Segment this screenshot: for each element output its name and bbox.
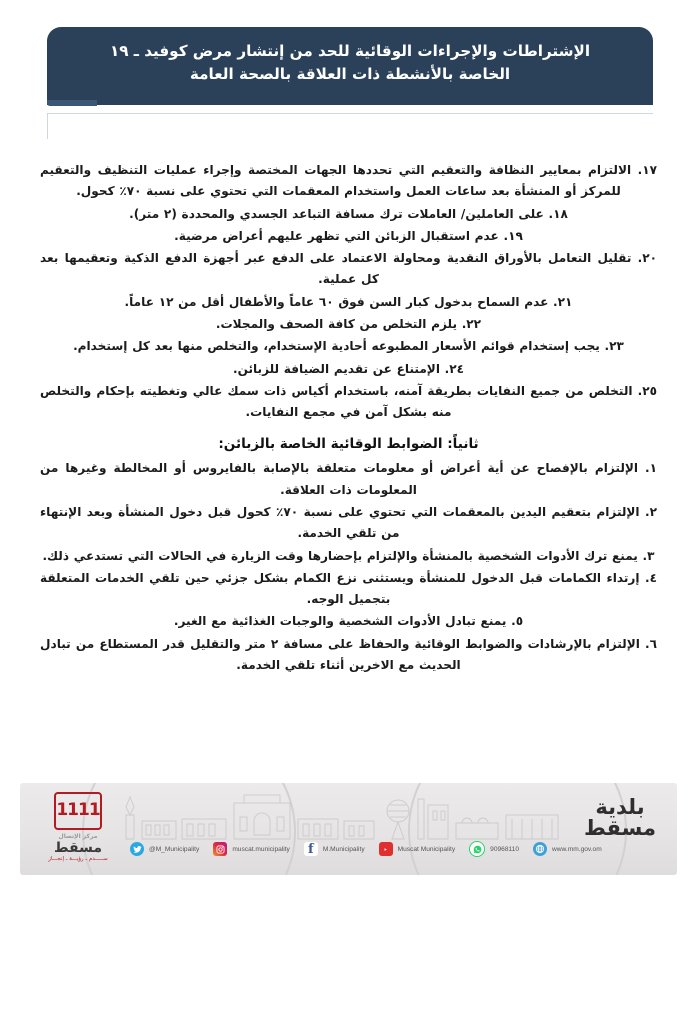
facebook-icon: f — [304, 842, 318, 856]
page-title-line-2: الخاصة بالأنشطة ذات العلاقة بالصحة العامة — [189, 64, 511, 83]
youtube-handle: Muscat Municipality — [397, 845, 456, 853]
twitter-icon — [130, 842, 144, 856]
muscat-skyline-illustration — [116, 789, 566, 843]
call-center-tagline: ســـــدم ـ رؤيـــة ـ إنجـــاز — [48, 856, 108, 863]
list-item: ٢٤. الإمتناع عن تقديم الضيافة للزبائن. — [232, 361, 465, 376]
list-item: ٢١. عدم السماح بدخول كبار السن فوق ٦٠ عاماً والأطفال أقل من ١٢ عاماً. — [124, 294, 573, 309]
header-underline — [47, 100, 653, 105]
call-center-logo — [42, 792, 114, 866]
list-item: ٢٣. يجب إستخدام قوائم الأسعار المطبوعه أحادية الإستخدام، والتخلص منها بعد كل إستخدام. — [73, 339, 624, 354]
document-header — [47, 27, 653, 105]
list-item: ١٩. عدم استقبال الزبائن التي تظهر عليهم أعراض مرضية. — [174, 228, 523, 243]
list-item: ١٨. على العاملين/ العاملات ترك مسافة التباعد الجسدي والمحددة (٢ متر). — [129, 206, 568, 221]
facebook-handle: M.Municipality — [322, 845, 365, 853]
header-accent-tab — [47, 100, 97, 106]
twitter-handle: @M_Municipality — [149, 845, 200, 853]
social-instagram[interactable] — [213, 842, 290, 856]
list-item: ٤. إرتداء الكمامات قبل الدخول للمنشأة ويستثنى نزع الكمام بشكل جزئي حين تلقي الخدمات المتعلقة بتجميل الوجه. — [40, 570, 657, 607]
list-item: ١٧. الالتزام بمعايير النظافة والتعقيم التي تحددها الجهات المختصة وإجراء عمليات التنظيف والتعقيم للمركز أو المنشأة بعد ساعات العمل واستخدام المعقمات التي تحتوي على نسبة ٧٠٪ كحول. — [40, 163, 657, 199]
section-heading-two: ثانياً: الضوابط الوقائية الخاصة بالزبائن: — [218, 436, 479, 453]
list-item: ٢. الإلتزام بتعقيم اليدين بالمعقمات التي تحتوي على نسبة ٧٠٪ كحول قبل دخول المنشأة وبعد الإنتهاء من تلقي الخدمة. — [40, 504, 657, 541]
social-facebook[interactable] — [304, 842, 365, 856]
whatsapp-number: 90968110 — [490, 845, 520, 853]
youtube-icon — [379, 842, 393, 856]
organization-logo-line-1: بلدية — [595, 795, 645, 819]
call-center-number: 1111 — [54, 792, 102, 830]
social-youtube[interactable] — [379, 842, 456, 856]
organization-logo-arabic — [579, 797, 661, 839]
organization-logo-line-2: مسقط — [584, 816, 656, 840]
list-item: ١. الإلتزام بالإفصاح عن أية أعراض أو معلومات متعلقة بالإصابة بالفايروس أو المخالطة وغيرها من المعلومات ذات العلاقة. — [40, 461, 657, 497]
social-media-bar — [130, 841, 602, 857]
header-divider-rule — [47, 113, 653, 114]
list-item: ٦. الإلتزام بالإرشادات والضوابط الوقائية والحفاظ على مسافة ٢ متر والتقليل قدر المستطاع من تبادل الحديث مع الاخرين أثناء تلقي الخدمة. — [40, 636, 657, 672]
page-title — [110, 40, 590, 86]
call-center-subtitle: مركز الإتصال — [58, 833, 98, 840]
globe-icon — [533, 842, 547, 856]
list-item: ٢٥. التخلص من جميع النفايات بطريقة آمنه، باستخدام أكياس ذات سمك عالي وتغطيته بإحكام والتخلص منه بشكل آمن في مجمع النفايات. — [40, 383, 657, 420]
social-twitter[interactable] — [130, 842, 199, 856]
document-footer — [20, 783, 677, 875]
social-whatsapp[interactable] — [469, 841, 519, 857]
document-body — [40, 160, 657, 677]
list-item: ٣. يمنع ترك الأدوات الشخصية بالمنشأة والإلتزام بإحضارها وقت الزيارة في الحالات التي تستدعي ذلك. — [42, 548, 655, 563]
instagram-icon — [213, 842, 227, 856]
list-item: ٥. يمنع تبادل الأدوات الشخصية والوجبات الغذائية مع الغير. — [173, 614, 524, 629]
list-item: ٢٠. تقليل التعامل بالأوراق النقدية ومحاولة الاعتماد على الدفع عبر أجهزة الدفع الذكية وتعقيمها بعد كل عملية. — [40, 251, 657, 287]
header-banner — [47, 27, 653, 100]
instagram-handle: muscat.municipality — [232, 845, 290, 853]
header-bottom-strip — [47, 100, 653, 105]
header-side-rule — [47, 113, 48, 139]
call-center-name: مسقط — [54, 840, 102, 856]
website-url: www.mm.gov.om — [552, 845, 602, 853]
list-item: ٢٢. يلزم التخلص من كافة الصحف والمجلات. — [215, 316, 482, 331]
page-title-line-1: الإشتراطات والإجراءات الوقائية للحد من إنتشار مرض كوفيد ـ ١٩ — [109, 42, 591, 60]
social-website[interactable] — [533, 842, 602, 856]
whatsapp-icon — [469, 841, 485, 857]
